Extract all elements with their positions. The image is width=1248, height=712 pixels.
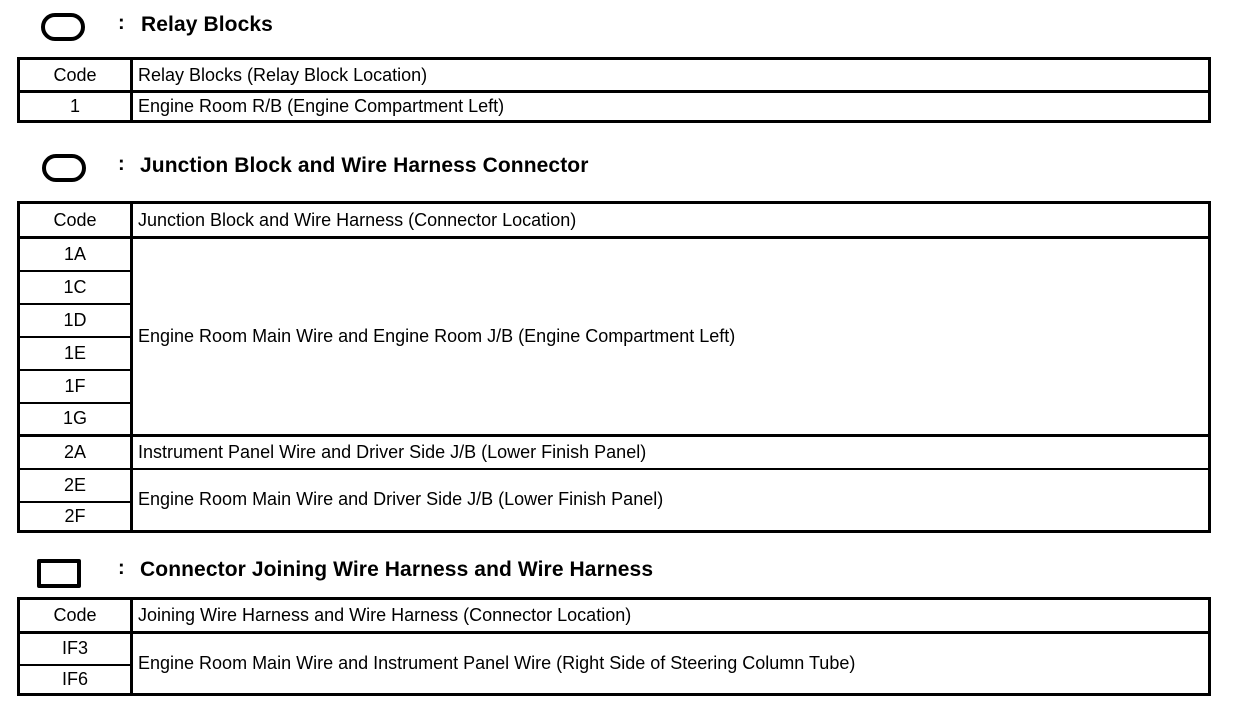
heading-colon: : [118, 153, 125, 175]
table-row [19, 92, 1210, 122]
location-cell: Engine Room Main Wire and Engine Room J/B (Engine Compartment Left) [132, 238, 1210, 436]
code-cell: IF6 [19, 665, 132, 695]
table-row [19, 469, 1210, 502]
location-cell: Engine Room Main Wire and Driver Side J/B (Lower Finish Panel) [138, 489, 664, 510]
code-cell: 2F [19, 502, 132, 532]
column-header-code: Code [19, 59, 132, 92]
column-header-location: Joining Wire Harness and Wire Harness (Connector Location) [132, 599, 1210, 633]
relay-blocks-heading [0, 10, 1248, 44]
joining-connector-table [17, 597, 1211, 696]
section-title: Relay Blocks [141, 13, 273, 36]
section-title: Connector Joining Wire Harness and Wire Harness [140, 558, 654, 581]
section-title: Junction Block and Wire Harness Connector [140, 154, 589, 177]
table-row [19, 633, 1210, 665]
location-cell: Engine Room Main Wire and Instrument Panel Wire (Right Side of Steering Column Tube) [138, 653, 856, 673]
code-cell: 1A [19, 238, 132, 271]
relay-blocks-table [17, 57, 1211, 123]
code-cell: 1 [19, 92, 132, 122]
column-header-code: Code [19, 599, 132, 633]
heading-colon: : [118, 557, 125, 579]
column-header-code: Code [19, 203, 132, 238]
code-cell: 1E [19, 337, 132, 370]
heading-colon: : [118, 12, 125, 34]
code-cell: 1D [19, 304, 132, 337]
code-cell: 1G [19, 403, 132, 436]
code-cell: IF3 [19, 633, 132, 665]
code-cell: 1F [19, 370, 132, 403]
column-header-location: Relay Blocks (Relay Block Location) [132, 59, 1210, 92]
code-cell: 2E [19, 469, 132, 502]
location-cell: Engine Room R/B (Engine Compartment Left) [132, 92, 1210, 122]
junction-block-table [17, 201, 1211, 533]
table-header-row [19, 203, 1210, 238]
rounded-oval-icon [42, 154, 86, 182]
junction-block-heading [0, 151, 1248, 185]
table-row [19, 436, 1210, 469]
rectangle-icon [37, 559, 81, 588]
table-header-row [19, 599, 1210, 633]
rounded-oval-icon [41, 13, 85, 41]
location-cell: Instrument Panel Wire and Driver Side J/B (Lower Finish Panel) [132, 436, 1210, 469]
table-header-row [19, 59, 1210, 92]
code-cell: 1C [19, 271, 132, 304]
code-cell: 2A [19, 436, 132, 469]
joining-connector-heading [0, 555, 1248, 589]
column-header-location: Junction Block and Wire Harness (Connector Location) [132, 203, 1210, 238]
table-row [19, 238, 1210, 271]
